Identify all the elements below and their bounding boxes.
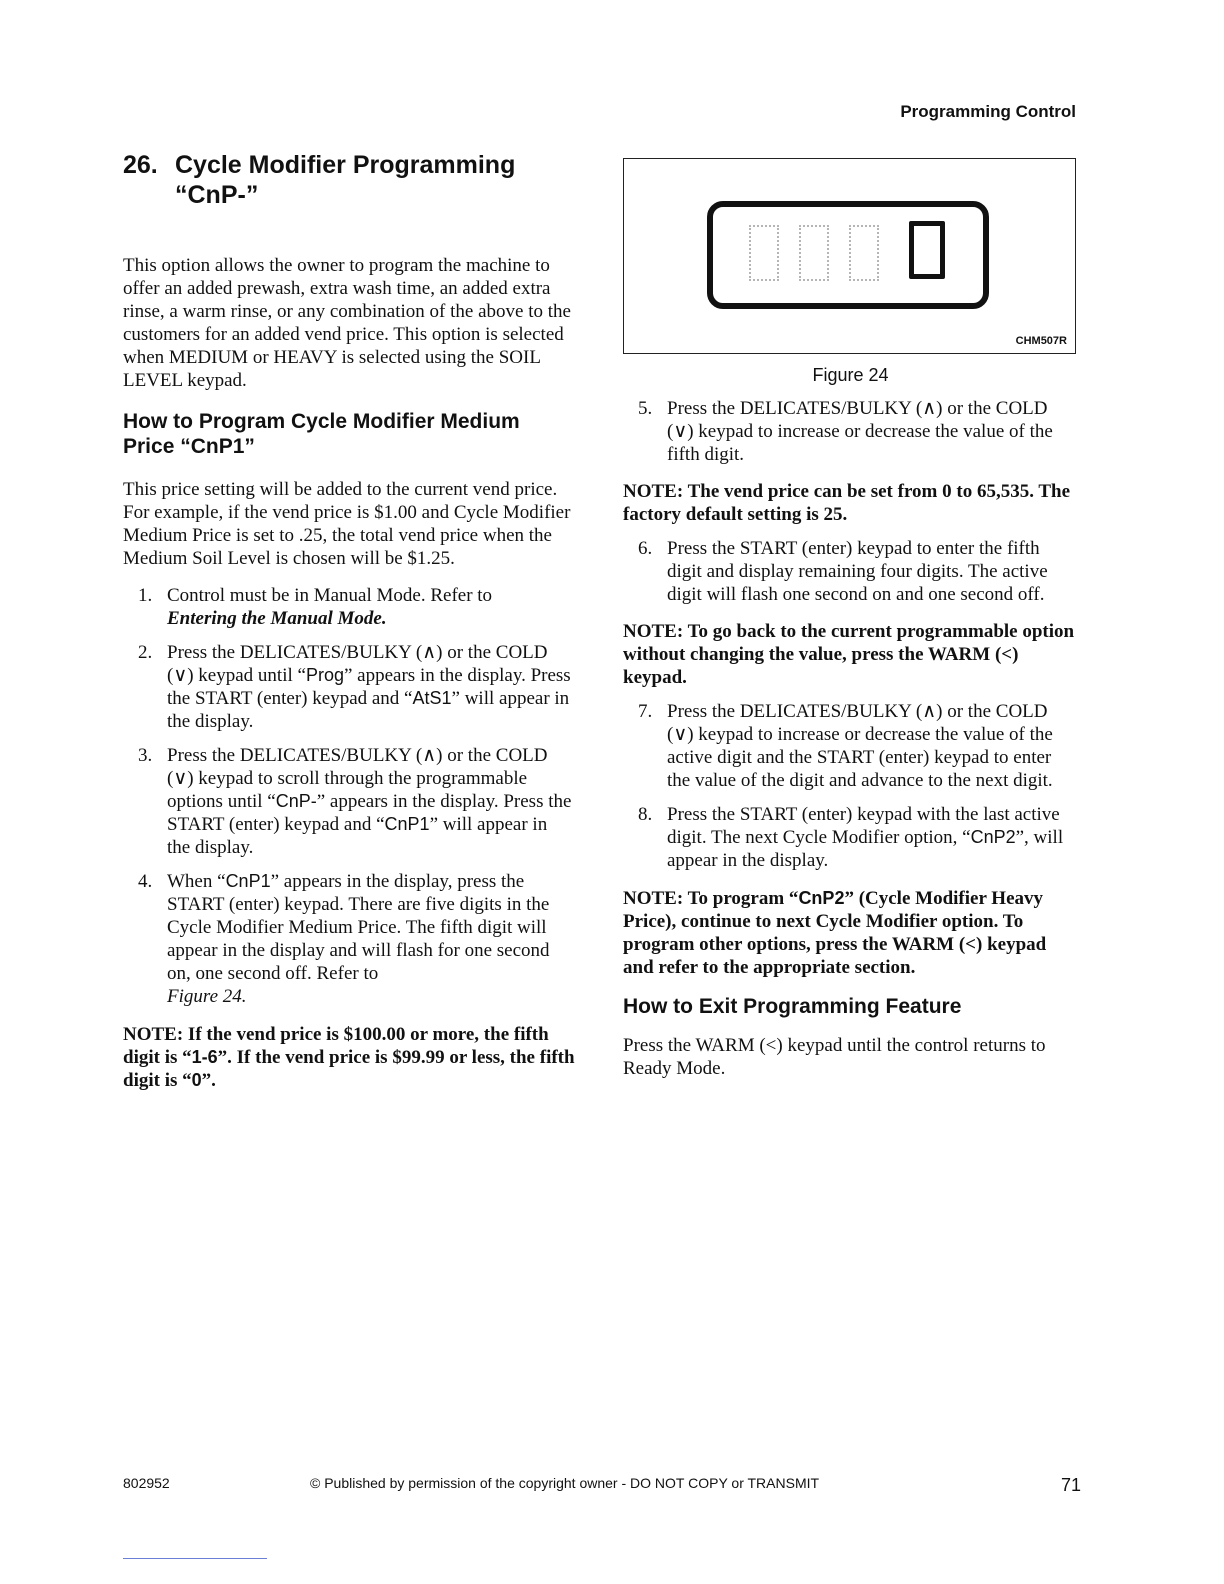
- right-column: [623, 158, 1078, 1080]
- subsection-title-medium: How to Program Cycle Modifier Medium Price “CnP1”: [123, 410, 520, 458]
- figure-code: CHM507R: [1015, 335, 1067, 347]
- step-7: [623, 700, 1078, 792]
- step-3: [123, 744, 575, 859]
- unlit-digit: [849, 225, 879, 281]
- step-2: [123, 641, 575, 733]
- active-digit-zero: [909, 221, 945, 279]
- note-text: NOTE: If the vend price is $100.00 or more, the fifth digit is “: [123, 1024, 549, 1068]
- step-text: Press the DELICATES/BULKY (∧) or the COLD (∨) keypad to increase or decrease the value of the active digit and the START (enter) keypad to enter the value of the digit and advance to the next digit.: [667, 701, 1053, 791]
- left-column: [123, 150, 575, 1092]
- note-fifth-digit: [123, 1023, 575, 1092]
- step-4: [123, 870, 575, 1008]
- footer-copyright: © Published by permission of the copyright owner - DO NOT COPY or TRANSMIT: [310, 1475, 820, 1491]
- step-8: [623, 803, 1078, 872]
- display-code: CnP2: [798, 888, 845, 908]
- step-text: ” will appear in the display.: [167, 688, 570, 732]
- note-text: ”.: [201, 1070, 216, 1091]
- step-5: [623, 397, 1078, 466]
- display-code: CnP1: [384, 814, 430, 834]
- unlit-digit: [749, 225, 779, 281]
- figure-24: [623, 158, 1076, 354]
- display-code: CnP2: [970, 827, 1016, 847]
- unlit-digit: [799, 225, 829, 281]
- exit-section-title: How to Exit Programming Feature: [623, 995, 962, 1018]
- figure-reference: Figure 24.: [167, 986, 247, 1007]
- step-text: Press the DELICATES/BULKY (∧) or the COLD (∨) keypad to increase or decrease the value of the fifth digit.: [667, 398, 1053, 465]
- running-header: Programming Control: [900, 102, 1076, 121]
- display-code: CnP1: [225, 871, 271, 891]
- step-text: ” appears in the display. Press the START (enter) keypad and “: [167, 665, 571, 709]
- step-text: ” appears in the display. Press the START (enter) keypad and “: [167, 791, 572, 835]
- footer-rule: [123, 1558, 267, 1559]
- footer-doc-number: 802952: [123, 1475, 170, 1491]
- step-text: Press the START (enter) keypad to enter the fifth digit and display remaining four digits. The active digit will flash one second on and one second off.: [667, 538, 1048, 605]
- step-text: Control must be in Manual Mode. Refer to: [167, 585, 493, 606]
- section-title-line1: Cycle Modifier Programming: [175, 151, 516, 179]
- note-text: NOTE: To program “: [623, 888, 799, 909]
- lcd-display: [707, 201, 989, 309]
- subsection-intro-medium: This price setting will be added to the current vend price. For example, if the vend price is $1.00 and Cycle Modifier Medium Price is set to .25, the total vend price when the Medium Soil Level is chosen will be $1.25.: [123, 479, 571, 569]
- step-number: 6.: [638, 538, 653, 559]
- note-go-back: NOTE: To go back to the current programmable option without changing the value, press the WARM (<) keypad.: [623, 621, 1075, 688]
- step-1: [123, 584, 575, 630]
- display-code: 0: [191, 1070, 202, 1090]
- note-cnp2: [623, 887, 1078, 979]
- section-number: 26.: [123, 151, 158, 179]
- step-number: 3.: [138, 745, 153, 766]
- step-number: 5.: [638, 398, 653, 419]
- step-number: 8.: [638, 804, 653, 825]
- step-text: Press the START (enter) keypad with the last active digit. The next Cycle Modifier option, “: [667, 804, 1060, 848]
- step-text: Press the DELICATES/BULKY (∧) or the COLD (∨) keypad until “: [167, 642, 548, 686]
- step-text: ”, will appear in the display.: [667, 827, 1064, 871]
- step-text: When “: [167, 871, 226, 892]
- step-text: ” will appear in the display.: [167, 814, 548, 858]
- display-code: AtS1: [412, 688, 452, 708]
- footer-page-number: 71: [1061, 1475, 1082, 1495]
- step-text: Press the DELICATES/BULKY (∧) or the COLD (∨) keypad to scroll through the programmable options until “: [167, 745, 548, 812]
- section-title-line2: “CnP-”: [175, 181, 259, 209]
- note-text: ”. If the vend price is $99.99 or less, the fifth digit is “: [123, 1047, 575, 1091]
- step-text: ” appears in the display, press the START (enter) keypad. There are five digits in the Cycle Modifier Medium Price. The fifth digit will appear in the display and will flash for one second on, one second off. Refer to: [167, 871, 550, 984]
- exit-section-text: Press the WARM (<) keypad until the control returns to Ready Mode.: [623, 1035, 1046, 1079]
- step-number: 1.: [138, 585, 153, 606]
- section-title: [123, 150, 575, 210]
- step-6: [623, 537, 1078, 606]
- step-reference: Entering the Manual Mode.: [167, 608, 387, 629]
- step-number: 4.: [138, 871, 153, 892]
- note-text: ” (Cycle Modifier Heavy Price), continue to next Cycle Modifier option. To program other options, press the WARM (<) keypad and refer to the appropriate section.: [623, 888, 1047, 978]
- note-vend-range: NOTE: The vend price can be set from 0 to 65,535. The factory default setting is 25.: [623, 481, 1071, 525]
- step-number: 2.: [138, 642, 153, 663]
- display-code: CnP-: [275, 791, 317, 811]
- display-code: Prog: [305, 665, 344, 685]
- figure-caption: Figure 24: [812, 365, 889, 385]
- display-code: 1-6: [191, 1047, 218, 1067]
- section-intro: This option allows the owner to program the machine to offer an added prewash, extra wash time, an added extra rinse, a warm rinse, or any combination of the above to the customers for an added vend price. This option is selected when MEDIUM or HEAVY is selected using the SOIL LEVEL keypad.: [123, 255, 571, 391]
- step-number: 7.: [638, 701, 653, 722]
